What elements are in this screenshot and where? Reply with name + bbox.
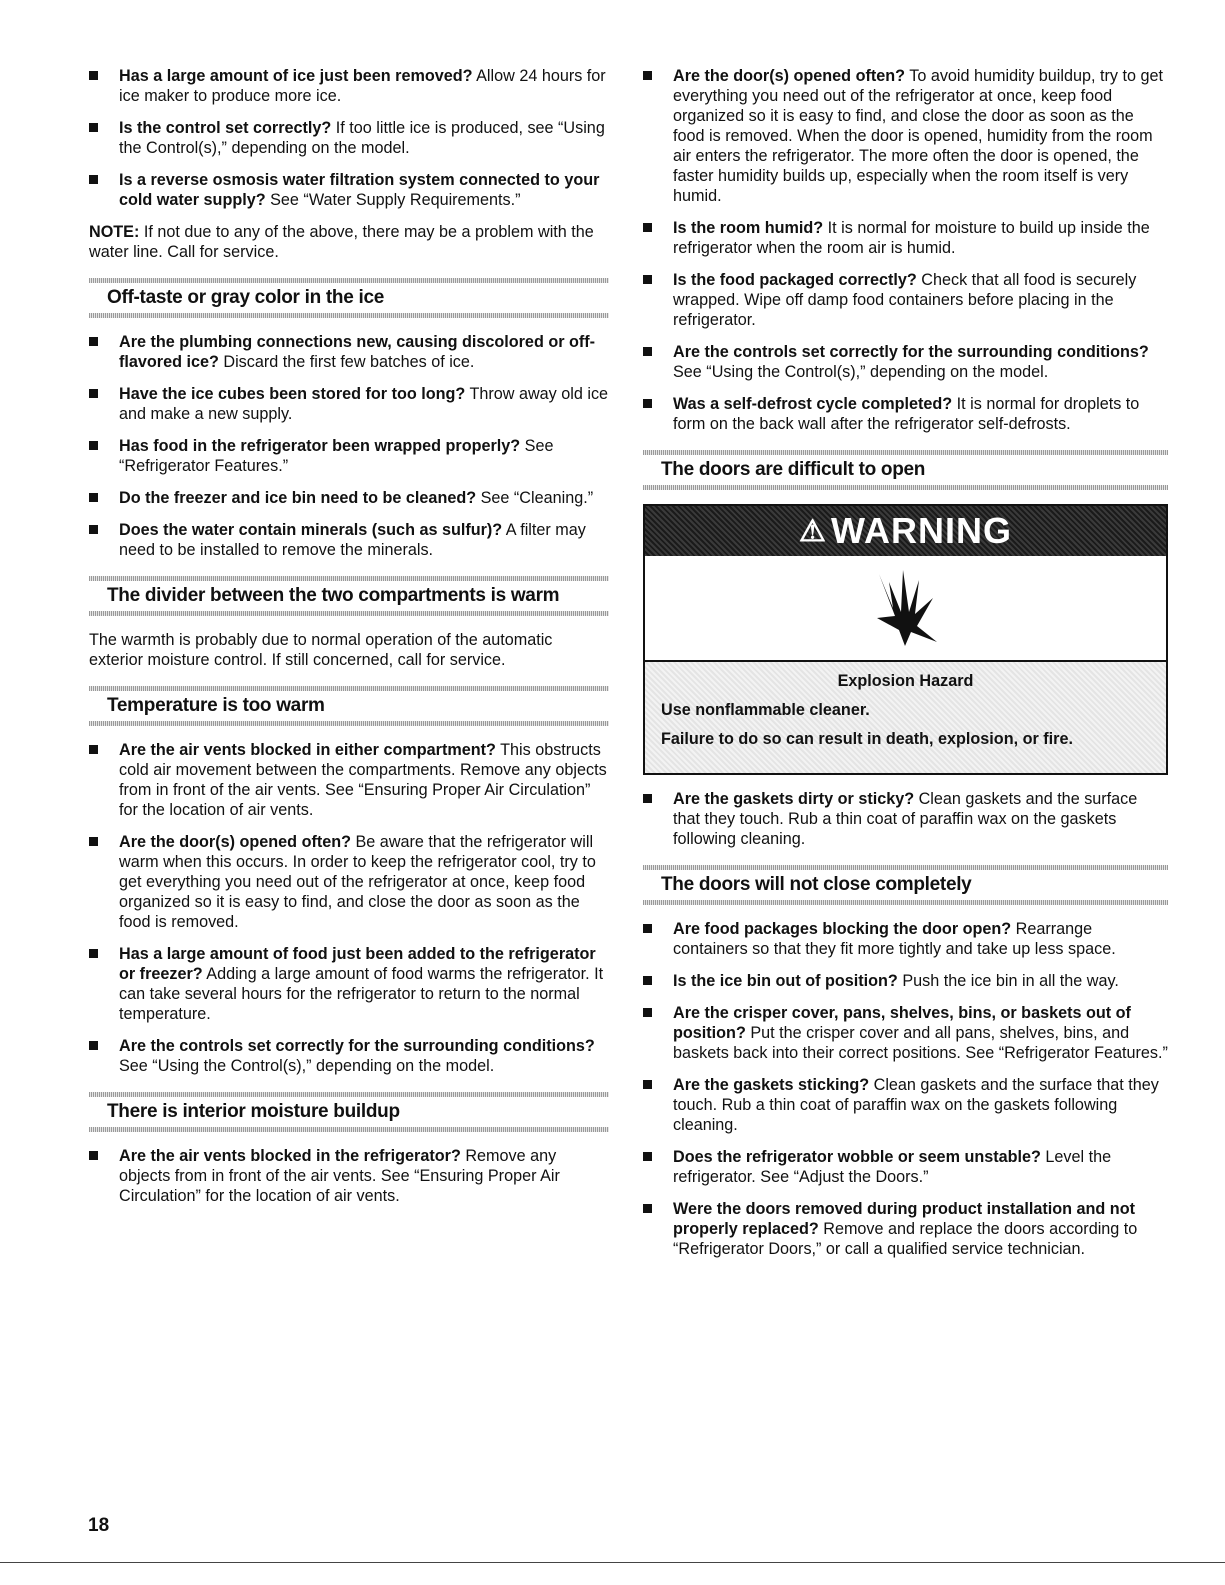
- warning-line-1: Use nonflammable cleaner.: [661, 701, 870, 719]
- item-question: Do the freezer and ice bin need to be cleaned?: [119, 489, 477, 507]
- item-answer: See “Cleaning.”: [476, 489, 594, 507]
- list-item: [643, 971, 1168, 991]
- left-column: [89, 66, 609, 1218]
- explosion-icon-area: [645, 556, 1166, 662]
- warning-bar: [645, 506, 1166, 556]
- list-item: [89, 332, 609, 372]
- item-answer: Remove any objects from in front of the air vents. See “Ensuring Proper Air Circulation” for the location of air vents.: [119, 1147, 560, 1205]
- heading-difficult: The doors are difficult to open: [661, 459, 926, 480]
- item-answer: Throw away old ice and make a new supply.: [119, 385, 609, 423]
- item-question: Are the plumbing connections new, causing discolored or off-flavored ice?: [119, 333, 596, 371]
- heading-rule: [643, 485, 1168, 490]
- list-item: [643, 1075, 1168, 1135]
- explosion-icon: [871, 568, 941, 648]
- humidity-list: [643, 66, 1168, 434]
- heading-rule: [89, 611, 609, 616]
- bullet-icon: [89, 389, 98, 398]
- item-question: Has a large amount of ice just been removed?: [119, 67, 473, 85]
- item-answer: Level the refrigerator. See “Adjust the Doors.”: [673, 1148, 1112, 1186]
- item-question: Does the water contain minerals (such as sulfur)?: [119, 521, 503, 539]
- item-question: Are the air vents blocked in either compartment?: [119, 741, 496, 759]
- divider-paragraph: The warmth is probably due to normal operation of the automatic exterior moisture control. If still concerned, call for service.: [89, 631, 553, 669]
- bullet-icon: [643, 223, 652, 232]
- bullet-icon: [643, 399, 652, 408]
- item-answer: See “Water Supply Requirements.”: [265, 191, 521, 209]
- heading-temp: Temperature is too warm: [107, 695, 325, 716]
- section-heading-temp: [89, 686, 609, 726]
- list-item: [643, 218, 1168, 258]
- item-question: Have the ice cubes been stored for too long?: [119, 385, 466, 403]
- list-item: [643, 1147, 1168, 1187]
- item-answer: Remove and replace the doors according to “Refrigerator Doors,” or call a qualified service technician.: [673, 1220, 1138, 1258]
- bullet-icon: [89, 837, 98, 846]
- bullet-icon: [89, 175, 98, 184]
- item-answer: Adding a large amount of food warms the refrigerator. It can take several hours for the refrigerator to return to the normal temperature.: [119, 965, 604, 1023]
- doors-close-list: [643, 919, 1168, 1259]
- item-answer: See “Refrigerator Features.”: [119, 437, 554, 475]
- bullet-icon: [89, 949, 98, 958]
- item-answer: Discard the first few batches of ice.: [218, 353, 475, 371]
- list-item: [643, 1003, 1168, 1063]
- item-question: Is the control set correctly?: [119, 119, 332, 137]
- item-question: Are the crisper cover, pans, shelves, bins, or baskets out of position?: [673, 1004, 1131, 1042]
- heading-rule: [89, 313, 609, 318]
- temperature-list: [89, 740, 609, 1076]
- bullet-icon: [643, 1080, 652, 1089]
- heading-offtaste: Off-taste or gray color in the ice: [107, 287, 384, 308]
- item-question: Is the ice bin out of position?: [673, 972, 898, 990]
- item-answer: A filter may need to be installed to remove the minerals.: [119, 521, 586, 559]
- bullet-icon: [89, 745, 98, 754]
- item-answer: This obstructs cold air movement between the compartments. Remove any objects from in front of the air vents. See “Ensuring Proper Air Circulation” for the location of air vents.: [119, 741, 607, 819]
- list-item: [89, 488, 609, 508]
- bullet-icon: [89, 441, 98, 450]
- bullet-icon: [643, 347, 652, 356]
- list-item: [89, 170, 609, 210]
- heading-rule: [89, 1127, 609, 1132]
- item-answer: See “Using the Control(s),” depending on the model.: [673, 363, 1049, 381]
- heading-moisture: There is interior moisture buildup: [107, 1101, 400, 1122]
- item-answer: It is normal for moisture to build up inside the refrigerator when the room air is humid.: [673, 219, 1150, 257]
- note-text: If not due to any of the above, there may be a problem with the water line. Call for service.: [89, 223, 594, 261]
- item-question: Are the controls set correctly for the surrounding conditions?: [119, 1037, 595, 1055]
- heading-divider: The divider between the two compartments is warm: [107, 585, 560, 606]
- section-heading-offtaste: [89, 278, 609, 318]
- list-item: [89, 384, 609, 424]
- heading-rule: [643, 900, 1168, 905]
- bullet-icon: [643, 924, 652, 933]
- item-question: Are the gaskets dirty or sticky?: [673, 790, 915, 808]
- list-item: [89, 740, 609, 820]
- list-item: [89, 944, 609, 1024]
- item-answer: Clean gaskets and the surface that they touch. Rub a thin coat of paraffin wax on the gaskets following cleaning.: [673, 1076, 1159, 1134]
- item-answer: To avoid humidity buildup, try to get everything you need out of the refrigerator at once, keep food organized so it is easy to find, and close the door as soon as the food is removed. When the door is opened, humidity from the room air enters the refrigerator. The more often the door is opened, the faster humidity builds up, especially when the room itself is very humid.: [673, 67, 1163, 205]
- bullet-icon: [643, 794, 652, 803]
- item-answer: If too little ice is produced, see “Using the Control(s),” depending on the model.: [119, 119, 605, 157]
- list-item: [643, 66, 1168, 206]
- item-question: Has a large amount of food just been added to the refrigerator or freezer?: [119, 945, 596, 983]
- bullet-icon: [89, 1041, 98, 1050]
- warning-line-2: Failure to do so can result in death, explosion, or fire.: [661, 730, 1073, 748]
- item-question: Is the food packaged correctly?: [673, 271, 917, 289]
- item-answer: Put the crisper cover and all pans, shelves, bins, and baskets back into their correct positions. See “Refrigerator Features.”: [673, 1024, 1168, 1062]
- warning-text: [645, 662, 1166, 773]
- list-item: [643, 342, 1168, 382]
- right-column: [643, 66, 1168, 1271]
- item-answer: Check that all food is securely wrapped. Wipe off damp food containers before placing in the refrigerator.: [673, 271, 1137, 329]
- bullet-icon: [643, 1152, 652, 1161]
- item-answer: Be aware that the refrigerator will warm when this occurs. In order to keep the refrigerator cool, try to get everything you need out of the refrigerator at once, keep food organized so it is easy to find, and close the door as soon as the food is removed.: [119, 833, 596, 931]
- list-item: [643, 394, 1168, 434]
- item-question: Has food in the refrigerator been wrapped properly?: [119, 437, 521, 455]
- heading-close: The doors will not close completely: [661, 874, 972, 895]
- bullet-icon: [643, 1204, 652, 1213]
- bullet-icon: [643, 71, 652, 80]
- list-item: [643, 789, 1168, 849]
- item-question: Are food packages blocking the door open?: [673, 920, 1012, 938]
- item-question: Are the door(s) opened often?: [119, 833, 352, 851]
- bullet-icon: [89, 525, 98, 534]
- list-item: [643, 270, 1168, 330]
- warning-triangle-icon: ⚠: [799, 514, 827, 548]
- list-item: [89, 1036, 609, 1076]
- list-item: [89, 832, 609, 932]
- bullet-icon: [89, 71, 98, 80]
- list-item: [89, 66, 609, 106]
- section-heading-close: [643, 865, 1168, 905]
- bullet-icon: [89, 493, 98, 502]
- page-number: 18: [88, 1515, 110, 1536]
- list-item: [89, 1146, 609, 1206]
- bullet-icon: [89, 337, 98, 346]
- item-question: Are the gaskets sticking?: [673, 1076, 870, 1094]
- item-answer: Rearrange containers so that they fit more tightly and take up less space.: [673, 920, 1116, 958]
- item-question: Are the controls set correctly for the surrounding conditions?: [673, 343, 1149, 361]
- bullet-icon: [643, 275, 652, 284]
- item-answer: Push the ice bin in all the way.: [897, 972, 1119, 990]
- item-answer: See “Using the Control(s),” depending on the model.: [119, 1057, 495, 1075]
- bullet-icon: [89, 1151, 98, 1160]
- section-heading-moisture: [89, 1092, 609, 1132]
- bullet-icon: [643, 976, 652, 985]
- section-heading-divider: [89, 576, 609, 616]
- item-question: Does the refrigerator wobble or seem unstable?: [673, 1148, 1041, 1166]
- item-question: Is the room humid?: [673, 219, 824, 237]
- item-question: Was a self-defrost cycle completed?: [673, 395, 953, 413]
- bullet-icon: [89, 123, 98, 132]
- bullet-icon: [643, 1008, 652, 1017]
- item-question: Were the doors removed during product installation and not properly replaced?: [673, 1200, 1135, 1238]
- moisture-list: [89, 1146, 609, 1206]
- warning-hazard: Explosion Hazard: [837, 672, 974, 690]
- note-paragraph: [89, 222, 609, 262]
- ice-quantity-list: [89, 66, 609, 210]
- section-heading-difficult: [643, 450, 1168, 490]
- gaskets-list: [643, 789, 1168, 849]
- list-item: [643, 1199, 1168, 1259]
- list-item: [89, 118, 609, 158]
- item-question: Are the air vents blocked in the refrigerator?: [119, 1147, 461, 1165]
- item-answer: Allow 24 hours for ice maker to produce more ice.: [119, 67, 606, 105]
- note-label: NOTE:: [89, 223, 140, 241]
- list-item: [89, 436, 609, 476]
- warning-title: WARNING: [830, 510, 1012, 551]
- offtaste-list: [89, 332, 609, 560]
- warning-box: [643, 504, 1168, 775]
- list-item: [89, 520, 609, 560]
- item-answer: It is normal for droplets to form on the back wall after the refrigerator self-defrosts.: [673, 395, 1140, 433]
- bottom-rule: [0, 1562, 1225, 1563]
- heading-rule: [89, 721, 609, 726]
- item-question: Is a reverse osmosis water filtration system connected to your cold water supply?: [119, 171, 600, 209]
- item-answer: Clean gaskets and the surface that they touch. Rub a thin coat of paraffin wax on the gaskets following cleaning.: [673, 790, 1138, 848]
- list-item: [643, 919, 1168, 959]
- item-question: Are the door(s) opened often?: [673, 67, 906, 85]
